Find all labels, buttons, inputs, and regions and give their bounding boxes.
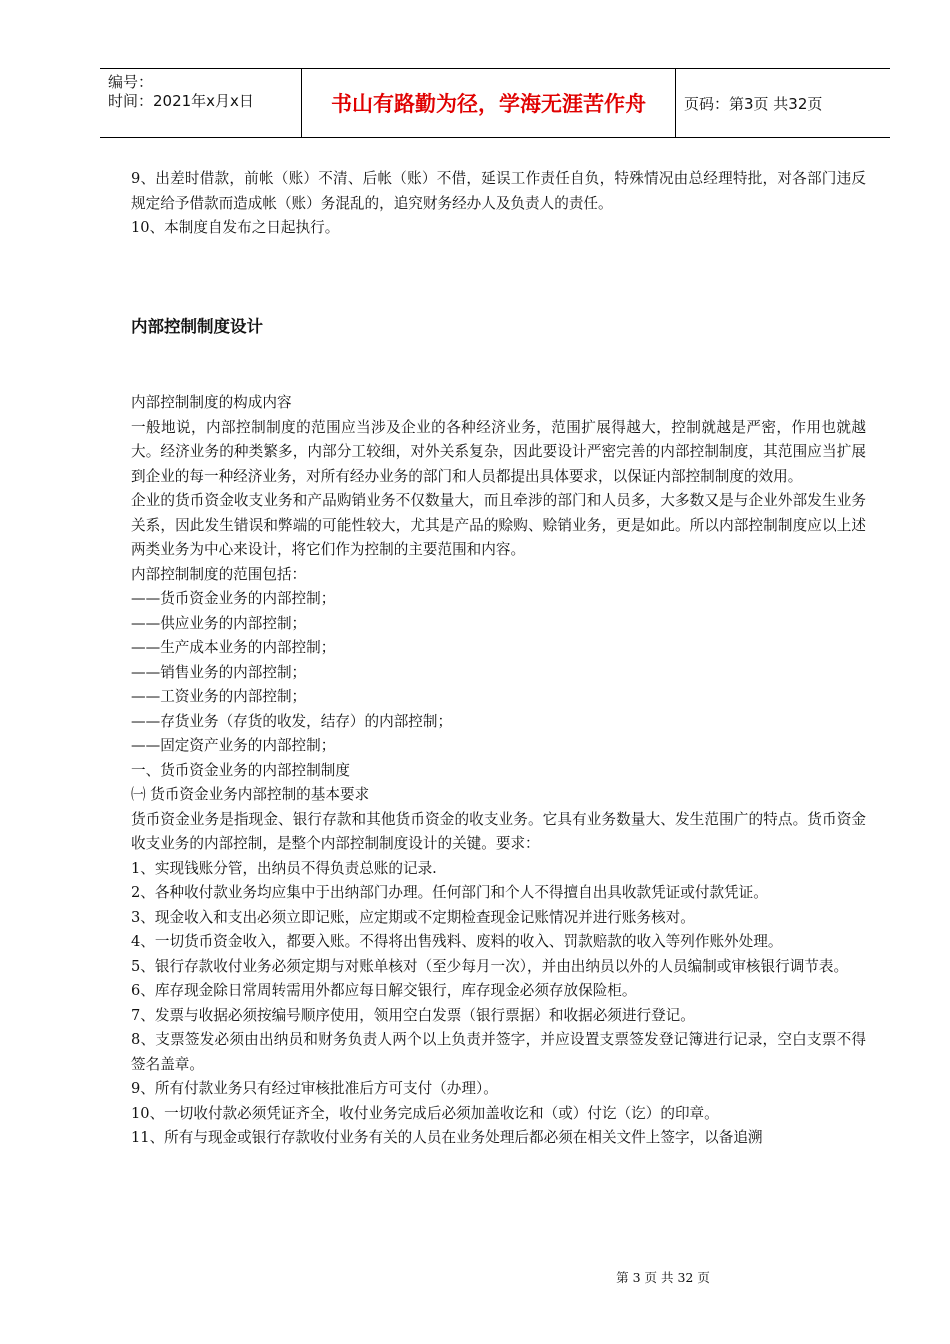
numbered-item: 8、支票签发必须由出纳员和财务负责人两个以上负责并签字，并应设置支票签发登记簿进行记录，空白支票不得签名盖章。	[131, 1031, 866, 1073]
header-page-cell	[676, 69, 890, 137]
paragraph: 10、本制度自发布之日起执行。	[131, 219, 340, 236]
numbered-item: 4、一切货币资金收入，都要入账。不得将出售残料、废料的收入、罚款赔款的收入等列作账外处理。	[131, 933, 783, 950]
paragraph: 内部控制制度的范围包括：	[131, 565, 307, 583]
footer-page-number: 第 3 页 共 32 页	[616, 1270, 710, 1285]
paragraph: 企业的货币资金收支业务和产品购销业务不仅数量大，而且牵涉的部门和人员多，大多数又是与企业外部发生业务关系，因此发生错误和弊端的可能性较大，尤其是产品的赊购、赊销业务，更是如此。所以内部控制制度应以上述两类业务为中心来设计，将它们作为控制的主要范围和内容。	[131, 492, 866, 558]
paragraph: 9、出差时借款，前帐（账）不清、后帐（账）不借，延误工作责任自负，特殊情况由总经理特批，对各部门违反规定给予借款而造成帐（账）务混乱的，追究财务经办人及负责人的责任。	[131, 170, 866, 212]
numbered-item: 10、一切收付款必须凭证齐全，收付业务完成后必须加盖收讫和（或）付讫（讫）的印章。	[131, 1104, 719, 1122]
time-label: 时间：2021年x月x日	[108, 92, 254, 110]
document-body	[131, 167, 866, 1151]
list-item: ——存货业务（存货的收发，结存）的内部控制；	[131, 712, 453, 730]
subsection-heading: 一、货币资金业务的内部控制制度	[131, 761, 350, 779]
list-item: ——固定资产业务的内部控制；	[131, 737, 336, 754]
numbered-item: 5、银行存款收付业务必须定期与对账单核对（至少每月一次），并由出纳员以外的人员编制或审核银行调节表。	[131, 957, 849, 975]
document-header	[100, 68, 890, 138]
list-item: ——生产成本业务的内部控制；	[131, 639, 336, 656]
numbered-item: 3、现金收入和支出必须立即记账，应定期或不定期检查现金记账情况并进行账务核对。	[131, 908, 695, 926]
code-label: 编号：	[108, 73, 154, 91]
subsection-heading: ㈠ 货币资金业务内部控制的基本要求	[131, 786, 370, 803]
page-footer	[0, 1268, 950, 1286]
header-page-label: 页码：第3页 共32页	[684, 94, 823, 113]
list-item: ——销售业务的内部控制；	[131, 663, 307, 681]
body-paragraphs	[131, 391, 866, 1151]
paragraph: 货币资金业务是指现金、银行存款和其他货币资金的收支业务。它具有业务数量大、发生范围广的特点。货币资金收支业务的内部控制，是整个内部控制制度设计的关键。要求：	[131, 810, 866, 852]
header-meta-cell	[100, 69, 302, 137]
list-item: ——货币资金业务的内部控制；	[131, 590, 336, 607]
motto-text: 书山有路勤为径，学海无涯苦作舟	[331, 92, 646, 116]
paragraph: 内部控制制度的构成内容	[131, 394, 292, 411]
numbered-item: 2、各种收付款业务均应集中于出纳部门办理。任何部门和个人不得擅自出具收款凭证或付款凭证。	[131, 884, 768, 901]
list-item: ——工资业务的内部控制；	[131, 688, 307, 705]
numbered-item: 1、实现钱账分管，出纳员不得负责总账的记录.	[131, 859, 437, 877]
numbered-item: 9、所有付款业务只有经过审核批准后方可支付（办理）。	[131, 1080, 498, 1097]
numbered-item: 11、所有与现金或银行存款收付业务有关的人员在业务处理后都必须在相关文件上签字，以备追溯	[131, 1129, 763, 1146]
paragraph: 一般地说，内部控制制度的范围应当涉及企业的各种经济业务，范围扩展得越大，控制就越是严密，作用也就越大。经济业务的种类繁多，内部分工较细，对外关系复杂，因此要设计严密完善的内部控制制度，其范围应当扩展到企业的每一种经济业务，对所有经办业务的部门和人员都提出具体要求，以保证内部控制制度的效用。	[131, 418, 866, 485]
header-motto-cell	[302, 69, 676, 137]
section-heading: 内部控制制度设计	[131, 316, 263, 336]
list-item: ——供应业务的内部控制；	[131, 614, 307, 632]
numbered-item: 6、库存现金除日常周转需用外都应每日解交银行，库存现金必须存放保险柜。	[131, 982, 637, 999]
numbered-item: 7、发票与收据必须按编号顺序使用，领用空白发票（银行票据）和收据必须进行登记。	[131, 1006, 695, 1024]
